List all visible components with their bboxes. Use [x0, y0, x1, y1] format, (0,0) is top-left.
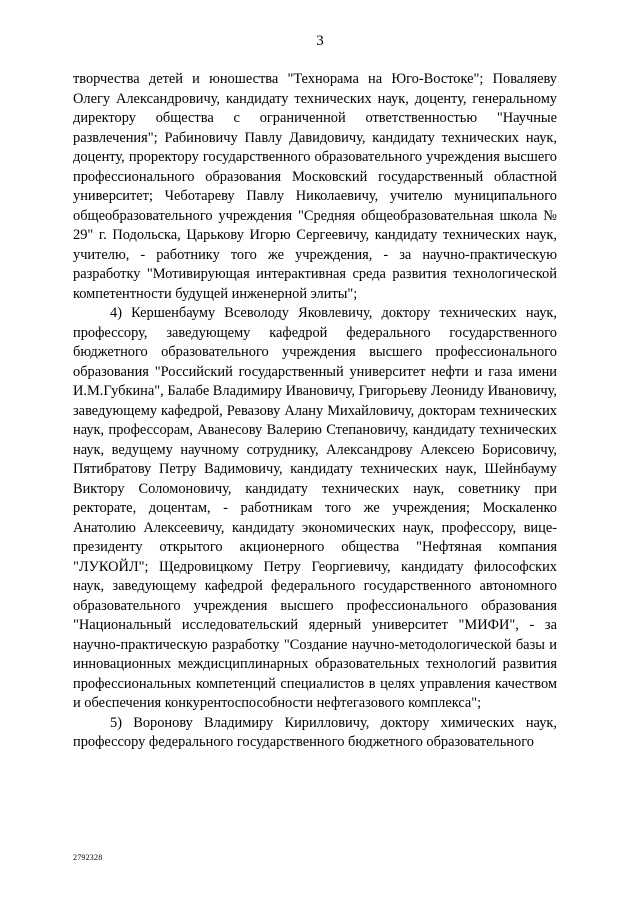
document-body: [73, 70, 557, 753]
document-id: 2792328: [73, 853, 103, 862]
paragraph-item-5: 5) Воронову Владимиру Кирилловичу, доктору химических наук, профессору федерального государственного бюджетного образовательного: [73, 714, 557, 750]
paragraph-continuation: творчества детей и юношества "Технорама на Юго-Востоке"; Поваляеву Олегу Александровичу, кандидату технических наук, доценту, генеральному директору общества с ограниченной ответственностью "Научные развлечения"; Рабиновичу Павлу Давидовичу, кандидату технических наук, доценту, проректору государственного образовательного учреждения высшего профессионального образования Московский государственный областной университет; Чеботареву Павлу Николаевичу, учителю муниципального общеобразовательного учреждения "Средняя общеобразовательная школа № 29" г. Подольска, Царькову Игорю Сергеевичу, кандидату технических наук, учителю, - работнику того же учреждения, - за научно-практическую разработку "Мотивирующая интерактивная среда развития технологической компетентности будущей инженерной элиты";: [73, 71, 557, 302]
paragraph-item-4: 4) Кершенбауму Всеволоду Яковлевичу, доктору технических наук, профессору, заведующему кафедрой федерального государственного бюджетного образовательного учреждения высшего профессионального образования "Российский государственный университет нефти и газа имени И.М.Губкина", Балабе Владимиру Ивановичу, Григорьеву Леониду Ивановичу, заведующему кафедрой, Ревазову Алану Михайловичу, докторам технических наук, профессорам, Аванесову Валерию Степановичу, кандидату технических наук, ведущему научному сотруднику, Александрову Алексею Борисовичу, Пятибратову Петру Вадимовичу, кандидату технических наук, Шейнбауму Виктору Соломоновичу, кандидату технических наук, советнику при ректорате, доцентам, - работникам того же учреждения; Москаленко Анатолию Алексеевичу, кандидату экономических наук, профессору, вице-президенту открытого акционерного общества "Нефтяная компания "ЛУКОЙЛ"; Щедровицкому Петру Георгиевичу, кандидату философских наук, заведующему кафедрой федерального государственного автономного образовательного учреждения высшего профессионального образования "Национальный исследовательский ядерный университет "МИФИ", - за научно-практическую разработку "Создание научно-методологической базы и инновационных междисциплинарных образовательных технологий развития профессиональных компетенций специалистов в целях управления качеством и обеспечения конкурентоспособности нефтегазового комплекса";: [73, 305, 557, 711]
page-number: 3: [316, 33, 324, 49]
